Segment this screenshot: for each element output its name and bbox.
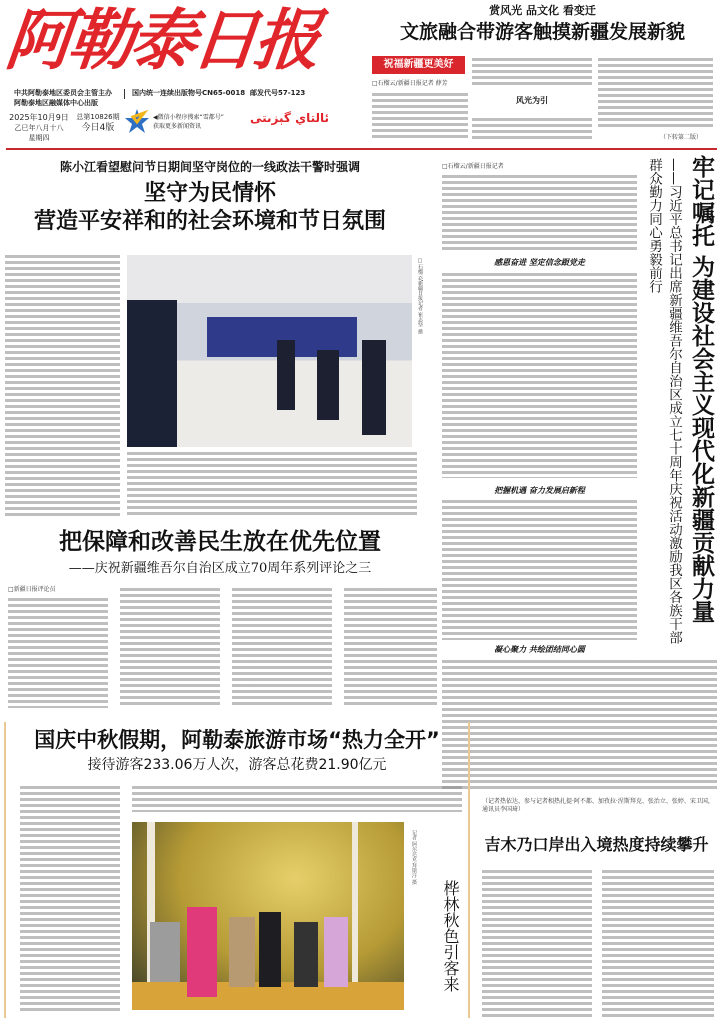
divider	[124, 89, 125, 99]
byline: □新疆日报评论员	[8, 586, 56, 593]
lead-title-2: 营造平安祥和的社会环境和节日氛围	[33, 208, 386, 234]
lead-kicker: 陈小江看望慰问节日期间坚守岗位的一线政法干警时强调	[59, 160, 360, 174]
lunar-date: 乙巳年八月十八	[14, 124, 64, 132]
wechat-hint-block	[153, 113, 224, 131]
issue-date: 2025年10月9日	[9, 113, 69, 122]
article-text	[482, 870, 592, 1018]
byline: □石榴云/新疆日报记者 薛芳	[372, 80, 448, 87]
subhead: 风光为引	[516, 96, 548, 105]
publisher-line: 中共阿勒泰地区委员会主管主办	[14, 89, 112, 97]
article-text	[120, 588, 220, 708]
article-text	[442, 660, 717, 792]
article-text	[442, 273, 637, 478]
page-count: 今日4版	[81, 123, 115, 133]
issue-number: 总第10826期	[76, 113, 120, 121]
commentary-title: 把保障和改善民生放在优先位置	[59, 529, 381, 555]
photo-figure	[317, 350, 339, 420]
photo-person	[259, 912, 281, 987]
article-text	[127, 452, 417, 516]
photo-figures	[127, 300, 177, 447]
red-rule	[6, 148, 717, 150]
section-head: 把握机遇 奋力发展启新程	[494, 486, 585, 495]
article-text	[472, 58, 592, 88]
credits: （记者热依达、参与记者相热扎提·阿不都、加孜拉·涅斯拜克、张治立、张婷、宋卫国，通讯员李国琦）	[482, 798, 714, 813]
tourism-photo	[132, 822, 404, 1010]
article-text	[372, 93, 468, 141]
byline: □石榴云/新疆日报记者	[442, 163, 504, 170]
tourism-title: 国庆中秋假期，阿勒泰旅游市场“热力全开”	[34, 728, 440, 752]
article-text	[20, 786, 120, 1014]
photo-caption-credit: 记者 阿尔达克·拜斯汗 摄	[411, 830, 417, 885]
photo-birch	[352, 822, 358, 982]
publisher-info	[14, 88, 112, 108]
photo-person	[187, 907, 217, 997]
lead-photo	[127, 255, 412, 447]
celebration-banner: 祝福新疆更美好	[372, 56, 465, 74]
section-head: 感恩奋进 坚定信念跟党走	[494, 258, 585, 267]
article-text	[132, 786, 462, 812]
photo-person	[294, 922, 318, 987]
wechat-hint: 获取更多新闻资讯	[153, 123, 202, 130]
photo-caption: □石榴云/新疆日报记者 崔志坚 摄	[417, 258, 423, 334]
jump-line: （下转第二版）	[660, 134, 703, 141]
weekday: 星期四	[28, 134, 50, 142]
article-text	[442, 500, 637, 640]
article-text	[472, 118, 592, 140]
postal-code: 邮发代号57-123	[250, 89, 306, 97]
app-star-logo-icon	[124, 108, 150, 134]
photo-person	[150, 922, 180, 982]
right-story-subtitle: ——习近平总书记出席新疆维吾尔自治区成立七十周年庆祝活动激励我区各族干部群众勤力同心勇毅前行	[646, 158, 682, 644]
article-text	[442, 175, 637, 253]
uyghur-logo: ئالتاي گېزىتى	[250, 111, 329, 125]
commentary-subtitle: ——庆祝新疆维吾尔自治区成立70周年系列评论之三	[68, 561, 372, 576]
tourism-subtitle: 接待游客233.06万人次，游客总花费21.90亿元	[87, 757, 387, 773]
photo-figure	[277, 340, 295, 410]
publisher-line: 阿勒泰地区融媒体中心出版	[14, 99, 98, 107]
issn: 国内统一连续出版物号CN65-0018	[132, 89, 246, 97]
right-story-title: 牢记嘱托 为建设社会主义现代化新疆贡献力量	[688, 155, 714, 624]
article-text	[232, 588, 332, 708]
article-text	[8, 598, 108, 708]
photo-person	[229, 917, 255, 987]
section-head: 凝心聚力 共绘团结同心圆	[494, 645, 585, 654]
article-text	[598, 58, 713, 128]
article-text	[602, 870, 714, 1018]
article-text	[5, 255, 120, 517]
masthead-logo: 阿勒泰日报	[2, 1, 321, 79]
photo-person	[324, 917, 348, 987]
tourism-photo-title: 桦林秋色引客来	[441, 880, 460, 992]
top-story-kicker: 赏风光 品文化 看变迁	[489, 4, 596, 17]
port-story-title: 吉木乃口岸出入境热度持续攀升	[484, 835, 709, 854]
wechat-hint: ◀微信小程序搜索“雪都号”	[153, 114, 224, 121]
article-text	[344, 588, 437, 708]
lead-title-1: 坚守为民情怀	[143, 180, 276, 206]
photo-figure	[362, 340, 386, 435]
top-story-title: 文旅融合带游客触摸新疆发展新貌	[399, 21, 685, 43]
